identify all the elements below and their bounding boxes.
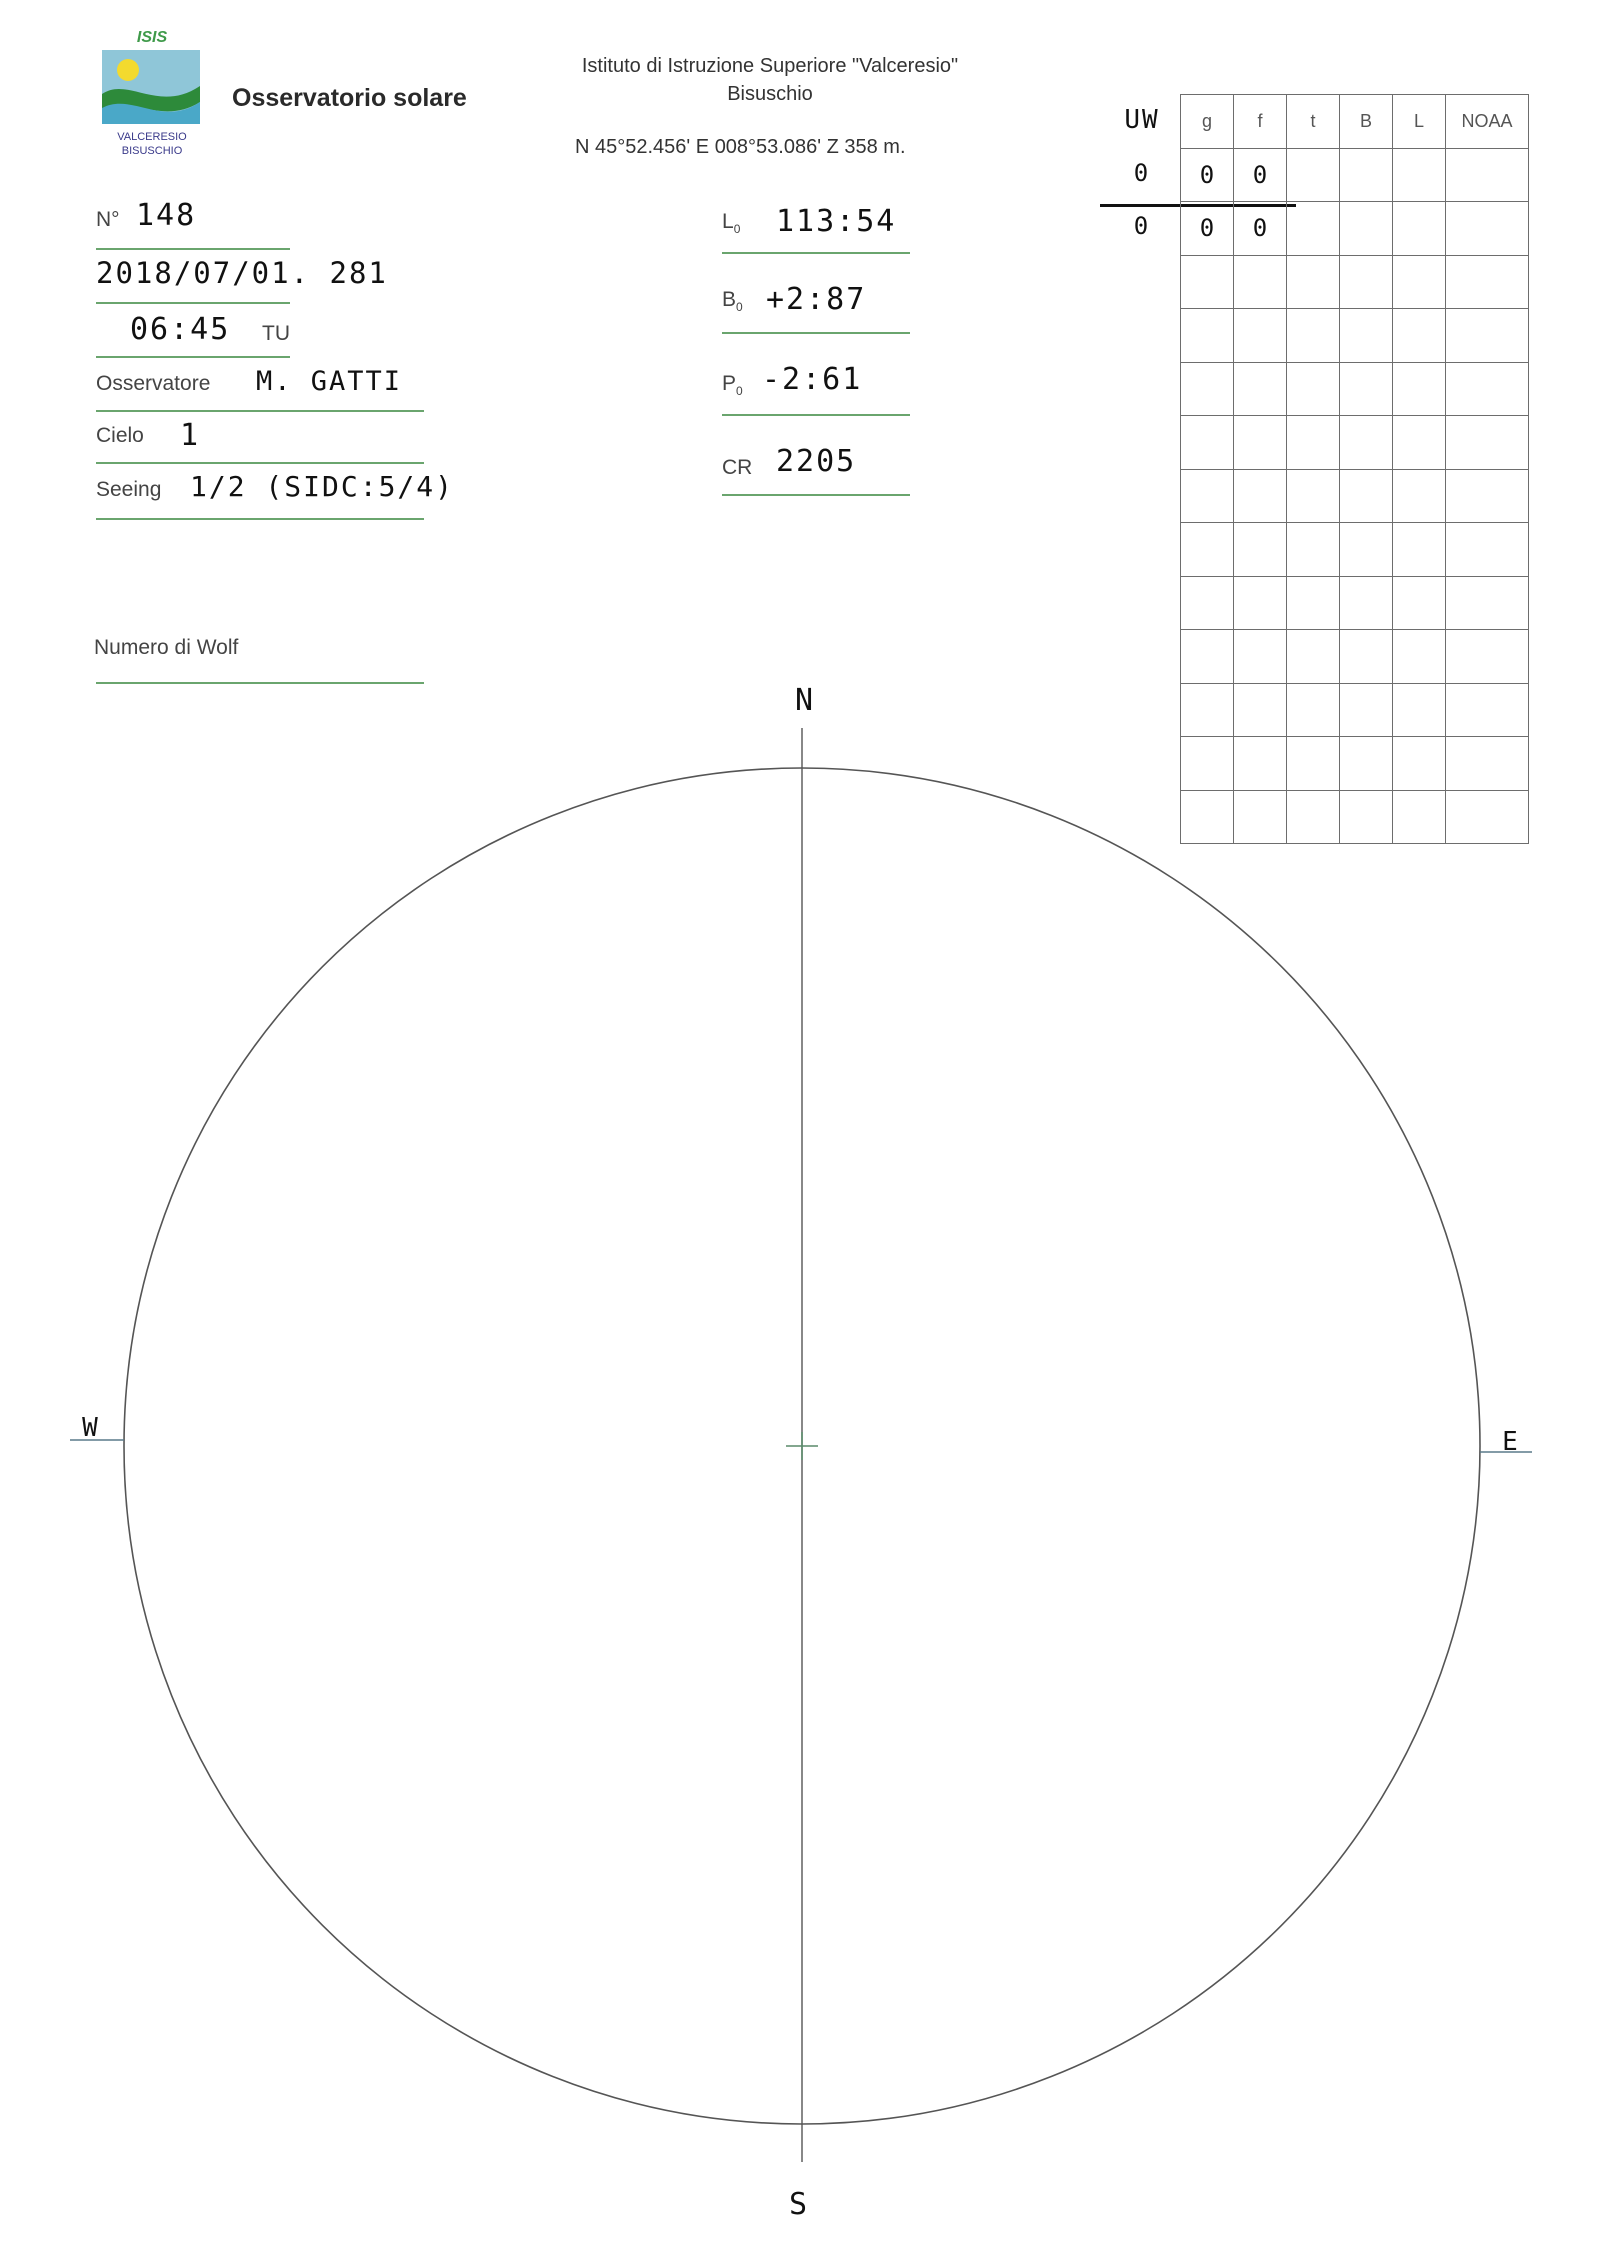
date-value[interactable]: 2018/07/01. 281 [96, 256, 388, 290]
p0-label: $P_0$ [722, 372, 743, 399]
time-unit: TU [262, 322, 290, 345]
time-value[interactable]: 06:45 [130, 312, 231, 347]
coordinates: N 45°52.456' E 008°53.086' Z 358 m. [575, 136, 906, 158]
south-label: S [788, 2187, 808, 2222]
west-label: W [82, 1413, 98, 1443]
observer-value[interactable]: M. GATTI [256, 366, 403, 397]
east-label: E [1502, 1427, 1518, 1457]
seeing-value[interactable]: 1/2 (SIDC:5/4) [190, 470, 455, 503]
logo-text-valceresio: VALCERESIO [117, 131, 187, 143]
sky-label: Cielo [96, 424, 144, 447]
b0-value[interactable]: +2:87 [766, 282, 867, 317]
b0-label: $B_0$ [722, 288, 743, 315]
institute-name: Istituto di Istruzione Superiore "Valceresio" [581, 55, 959, 77]
l0-value[interactable]: 113:54 [776, 204, 897, 239]
number-value[interactable]: 148 [136, 198, 197, 233]
header-l: L [1393, 95, 1446, 149]
uw-value[interactable]: 0 [1133, 159, 1151, 187]
table-cell[interactable]: 0 [1181, 202, 1234, 256]
org-name: Osservatorio solare [232, 84, 467, 112]
seeing-label: Seeing [96, 478, 162, 501]
header-b: B [1340, 95, 1393, 149]
header-t: t [1287, 95, 1340, 149]
header-noaa: NOAA [1446, 95, 1529, 149]
observer-label: Osservatore [96, 372, 211, 395]
logo-text-top: ISIS [136, 29, 168, 46]
header-f: f [1234, 95, 1287, 149]
number-label: N° [96, 208, 120, 231]
cr-value[interactable]: 2205 [776, 444, 857, 479]
header-g: g [1181, 95, 1234, 149]
cr-label: CR [722, 456, 753, 479]
table-cell[interactable]: 0 [1234, 202, 1287, 256]
table-cell[interactable]: 0 [1181, 148, 1234, 202]
uw-label: UW [1124, 105, 1160, 135]
north-label: N [794, 683, 814, 718]
sky-value[interactable]: 1 [180, 418, 201, 453]
logo-text-bisuschio: BISUSCHIO [121, 145, 183, 157]
p0-value[interactable]: -2:61 [762, 362, 863, 397]
wolf-label: Numero di Wolf [94, 636, 239, 659]
uw-value[interactable]: 0 [1133, 212, 1151, 240]
table-cell[interactable]: 0 [1234, 148, 1287, 202]
institute-town: Bisuschio [727, 83, 813, 105]
l0-label: $L_0$ [722, 210, 741, 237]
